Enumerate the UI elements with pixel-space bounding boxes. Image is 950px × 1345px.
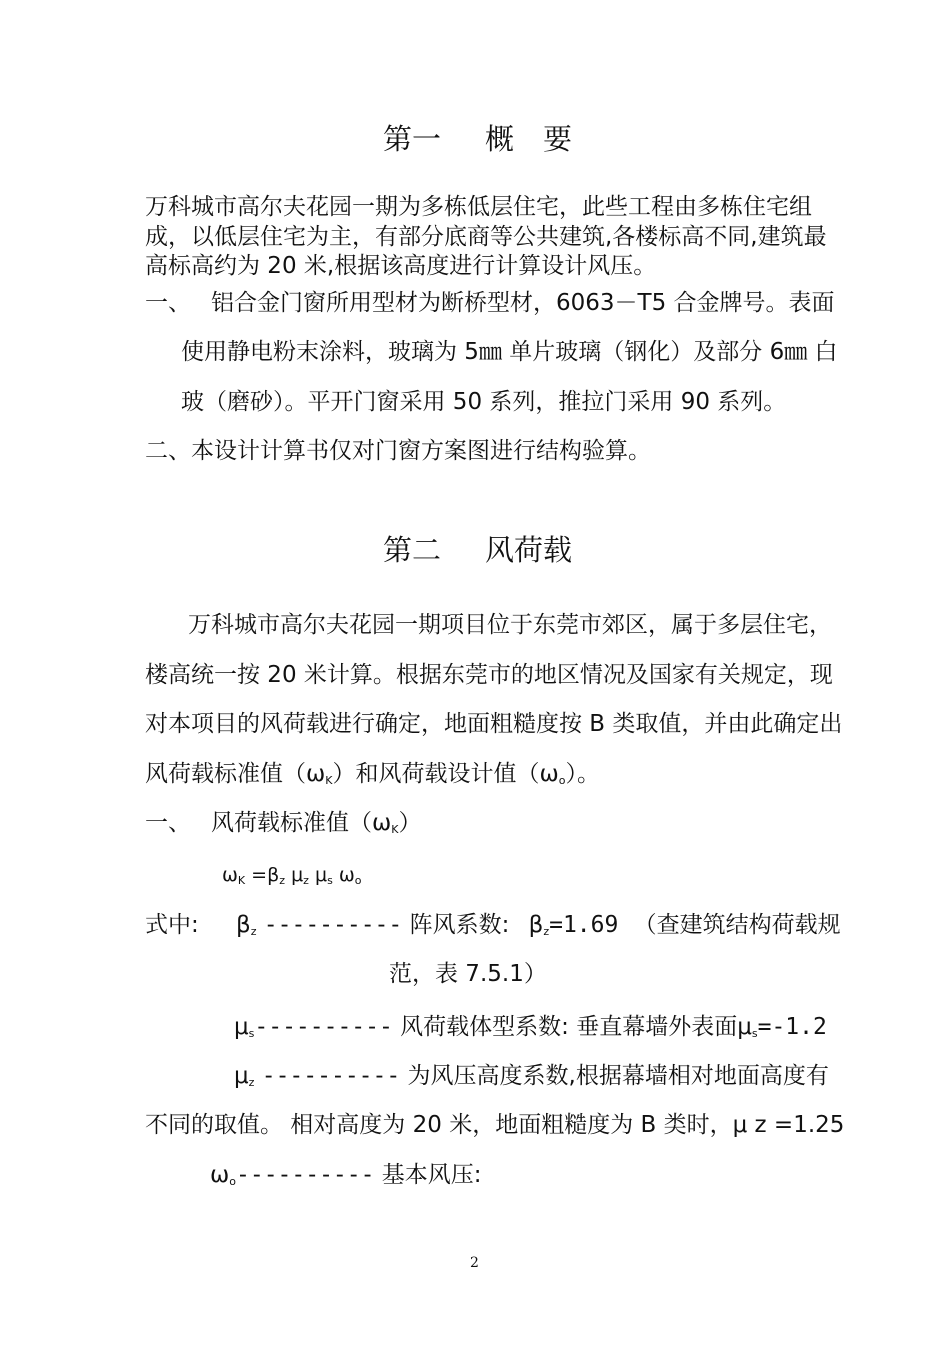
item1-line-1: 铝合金门窗所用型材为断桥型材，6063－T5 合金牌号。表面 bbox=[211, 290, 835, 316]
omega-o-definition: $\omega_o----------$ 基本风压: bbox=[210, 1162, 482, 1188]
section1-heading-number: 第一 bbox=[383, 122, 442, 156]
section2-para-line-2: 楼高统一按 20 米计算。根据东莞市的地区情况及国家有关规定，现 bbox=[145, 662, 833, 688]
section2-heading-number: 第二 bbox=[383, 533, 442, 567]
mu-s-definition: $\mu_s----------$ 风荷载体型系数: 垂直幕墙外表面$\mu_s=-1.2$ bbox=[234, 1014, 827, 1040]
section1-para-line-2: 成，以低层住宅为主，有部分底商等公共建筑,各楼标高不同,建筑最 bbox=[145, 224, 827, 250]
section1-para-line-3: 高标高约为 20 米,根据该高度进行计算设计风压。 bbox=[145, 253, 657, 279]
mu-z-definition-cont: 不同的取值。 相对高度为 20 米，地面粗糙度为 B 类时，μ z =1.25 bbox=[145, 1112, 845, 1138]
item1-line-3: 玻（磨砂）。平开门窗采用 50 系列，推拉门采用 90 系列。 bbox=[181, 389, 787, 415]
item1-marker: 一、 bbox=[145, 290, 191, 316]
wind-load-formula: $\omega_K =\beta_z$ $\mu_z$ $\mu_s$ $\omega_o$ bbox=[222, 864, 362, 887]
section1-heading bbox=[383, 121, 572, 157]
beta-z-definition: $\beta_z$ ---------- 阵风系数: $\beta_z=1.69$ （查建筑结构荷载规 bbox=[236, 912, 841, 938]
section2-para-line-3: 对本项目的风荷载进行确定，地面粗糙度按 B 类取值，并由此确定出 bbox=[145, 711, 843, 737]
item1-line-2: 使用静电粉末涂料，玻璃为 5㎜ 单片玻璃（钢化）及部分 6㎜ 白 bbox=[181, 339, 838, 365]
section2-heading-title: 风荷载 bbox=[485, 533, 573, 567]
section2-para-line-1: 万科城市高尔夫花园一期项目位于东莞市郊区，属于多层住宅， bbox=[188, 612, 832, 638]
section2-para-line-4: 风荷载标准值$(\omega_K)$和风荷载设计值$(\omega_o)$。 bbox=[145, 761, 600, 787]
section1-heading-title: 概 要 bbox=[485, 122, 573, 156]
item2-line: 二、本设计计算书仅对门窗方案图进行结构验算。 bbox=[145, 438, 651, 464]
section1-para-line-1: 万科城市高尔夫花园一期为多栋低层住宅，此些工程由多栋住宅组 bbox=[145, 194, 812, 220]
beta-z-reference-cont: 范，表 7.5.1） bbox=[389, 961, 547, 987]
where-label: 式中: bbox=[145, 912, 199, 938]
page-number: 2 bbox=[470, 1255, 479, 1271]
subsection1-marker: 一、 bbox=[145, 810, 191, 836]
mu-z-definition: $\mu_z$ ---------- 为风压高度系数,根据幕墙相对地面高度有 bbox=[234, 1063, 829, 1089]
section2-heading bbox=[383, 532, 572, 568]
subsection1-title: 风荷载标准值$(\omega_K)$ bbox=[211, 810, 422, 836]
